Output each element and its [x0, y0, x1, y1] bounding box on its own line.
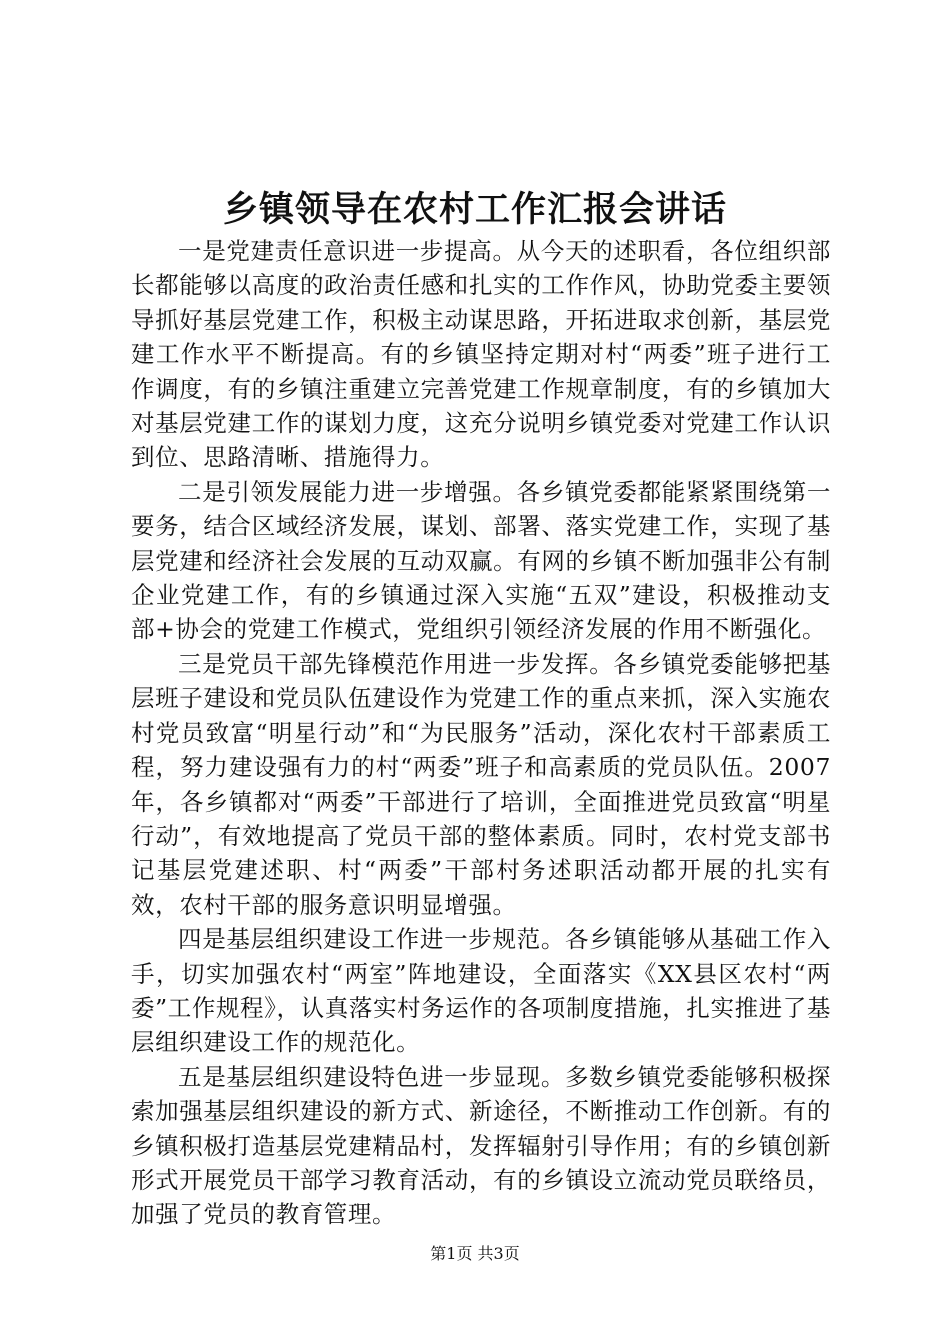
paragraph-5: 五是基层组织建设特色进一步显现。多数乡镇党委能够积极探索加强基层组织建设的新方式、新途径，不断推动工作创新。有的乡镇积极打造基层党建精品村，发挥辐射引导作用；有的乡镇创新形式开展党员干部学习教育活动，有的乡镇设立流动党员联络员，加强了党员的教育管理。	[131, 1062, 831, 1229]
paragraph-3: 三是党员干部先锋模范作用进一步发挥。各乡镇党委能够把基层班子建设和党员队伍建设作为党建工作的重点来抓，深入实施农村党员致富“明星行动”和“为民服务”活动，深化农村干部素质工程，努力建设强有力的村“两委”班子和高素质的党员队伍。2007年，各乡镇都对“两委”干部进行了培训，全面推进党员致富“明星行动”，有效地提高了党员干部的整体素质。同时，农村党支部书记基层党建述职、村“两委”干部村务述职活动都开展的扎实有效，农村干部的服务意识明显增强。	[131, 649, 831, 919]
page-footer: 第1页 共3页	[430, 1244, 520, 1263]
document-body	[131, 234, 831, 1232]
paragraph-2: 二是引领发展能力进一步增强。各乡镇党委都能紧紧围绕第一要务，结合区域经济发展，谋划、部署、落实党建工作，实现了基层党建和经济社会发展的互动双赢。有网的乡镇不断加强非公有制企业党建工作，有的乡镇通过深入实施“五双”建设，积极推动支部+协会的党建工作模式，党组织引领经济发展的作用不断强化。	[131, 477, 831, 644]
paragraph-1: 一是党建责任意识进一步提高。从今天的述职看，各位组织部长都能够以高度的政治责任感和扎实的工作作风，协助党委主要领导抓好基层党建工作，积极主动谋思路，开拓进取求创新，基层党建工作水平不断提高。有的乡镇坚持定期对村“两委”班子进行工作调度，有的乡镇注重建立完善党建工作规章制度，有的乡镇加大对基层党建工作的谋划力度，这充分说明乡镇党委对党建工作认识到位、思路清晰、措施得力。	[131, 237, 831, 472]
paragraph-4: 四是基层组织建设工作进一步规范。各乡镇能够从基础工作入手，切实加强农村“两室”阵地建设，全面落实《XX县区农村“两委”工作规程》，认真落实村务运作的各项制度措施，扎实推进了基层组织建设工作的规范化。	[131, 925, 831, 1057]
document-title: 乡镇领导在农村工作汇报会讲话	[222, 189, 727, 230]
